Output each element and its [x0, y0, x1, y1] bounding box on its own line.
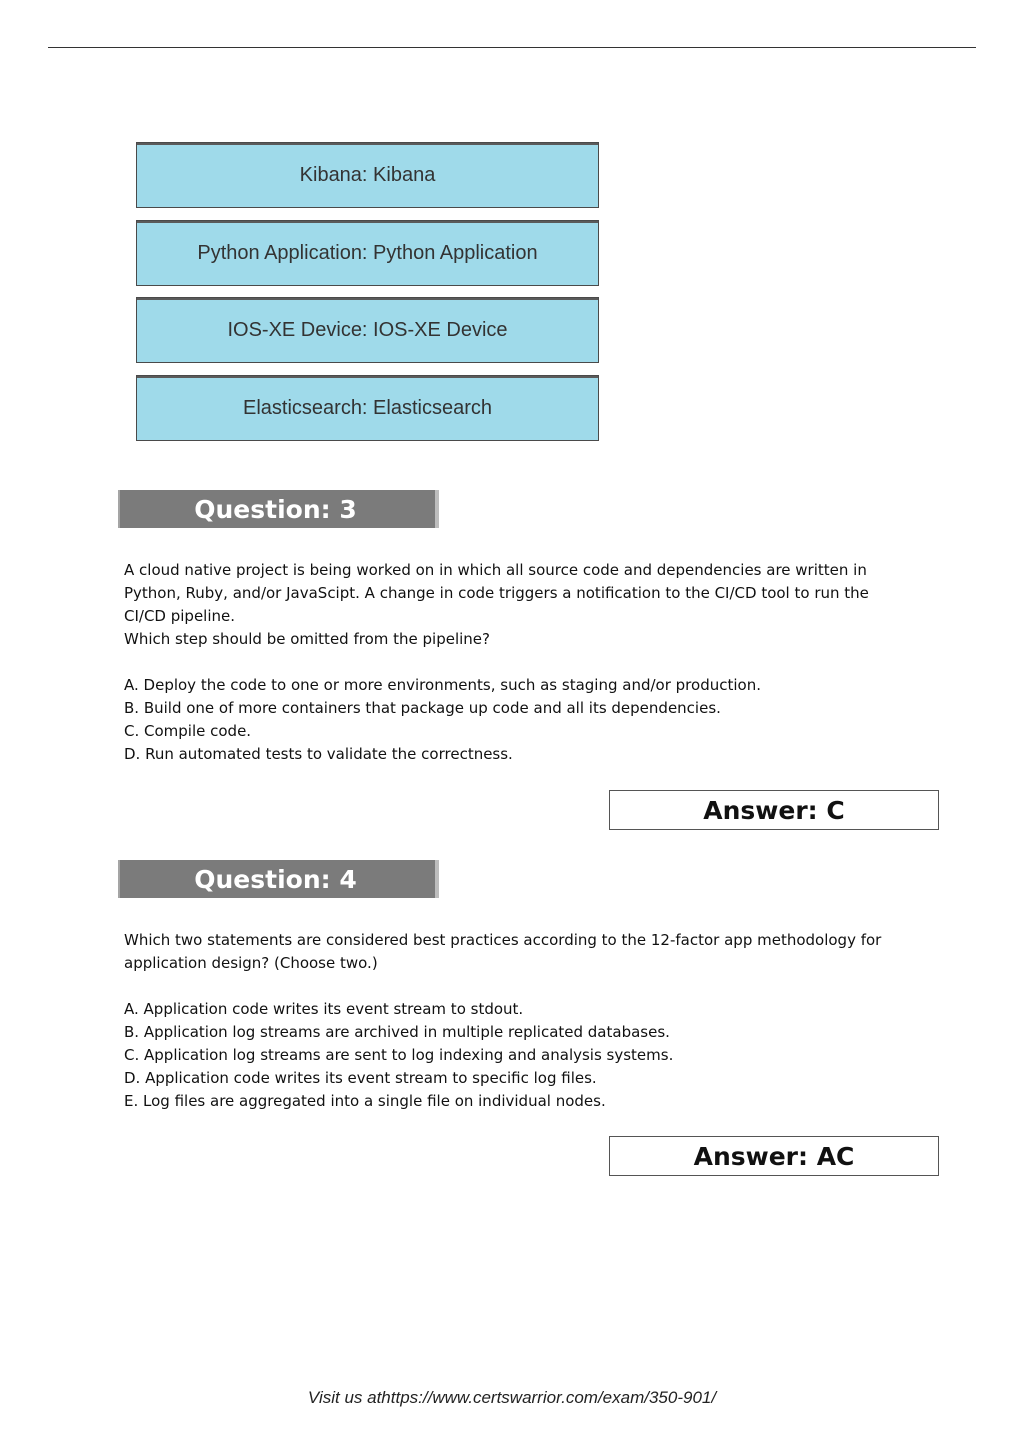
question-3-body [124, 559, 914, 766]
question-3-option-a: A. Deploy the code to one or more environments, such as staging and/or production. [124, 676, 761, 694]
question-4-answer: Answer: AC [609, 1136, 939, 1176]
question-4-stem-line: application design? (Choose two.) [124, 954, 378, 972]
ordering-item-python-application: Python Application: Python Application [136, 220, 599, 286]
question-4-option-b: B. Application log streams are archived in multiple replicated databases. [124, 1023, 670, 1041]
question-3-stem-line: CI/CD pipeline. [124, 607, 236, 625]
question-3-banner [118, 490, 439, 528]
question-4-option-c: C. Application log streams are sent to log indexing and analysis systems. [124, 1046, 674, 1064]
question-3-option-c: C. Compile code. [124, 722, 252, 740]
ordering-item-kibana: Kibana: Kibana [136, 142, 599, 208]
question-3-answer: Answer: C [609, 790, 939, 830]
question-3-stem-line: Which step should be omitted from the pipeline? [124, 630, 490, 648]
footer-link[interactable]: Visit us athttps://www.certswarrior.com/exam/350-901/ [307, 1388, 717, 1407]
question-4-option-a: A. Application code writes its event stream to stdout. [124, 1000, 524, 1018]
question-3-option-d: D. Run automated tests to validate the correctness. [124, 745, 513, 763]
question-4-banner [118, 860, 439, 898]
question-3-stem-line: A cloud native project is being worked on in which all source code and dependencies are written in [124, 561, 867, 579]
question-4-option-e: E. Log files are aggregated into a single file on individual nodes. [124, 1092, 606, 1110]
question-3-title: Question: 3 [194, 494, 357, 524]
question-3-option-b: B. Build one of more containers that package up code and all its dependencies. [124, 699, 721, 717]
question-4-body [124, 929, 914, 1113]
question-4-stem-line: Which two statements are considered best practices according to the 12-factor app methodology for [124, 931, 882, 949]
question-4-option-d: D. Application code writes its event stream to specific log files. [124, 1069, 597, 1087]
question-4-title: Question: 4 [194, 864, 357, 894]
ordering-item-elasticsearch: Elasticsearch: Elasticsearch [136, 375, 599, 441]
question-3-stem-line: Python, Ruby, and/or JavaScipt. A change in code triggers a notification to the CI/CD tool to run the [124, 584, 869, 602]
top-rule [48, 47, 976, 48]
ordering-item-ios-xe-device: IOS-XE Device: IOS-XE Device [136, 297, 599, 363]
